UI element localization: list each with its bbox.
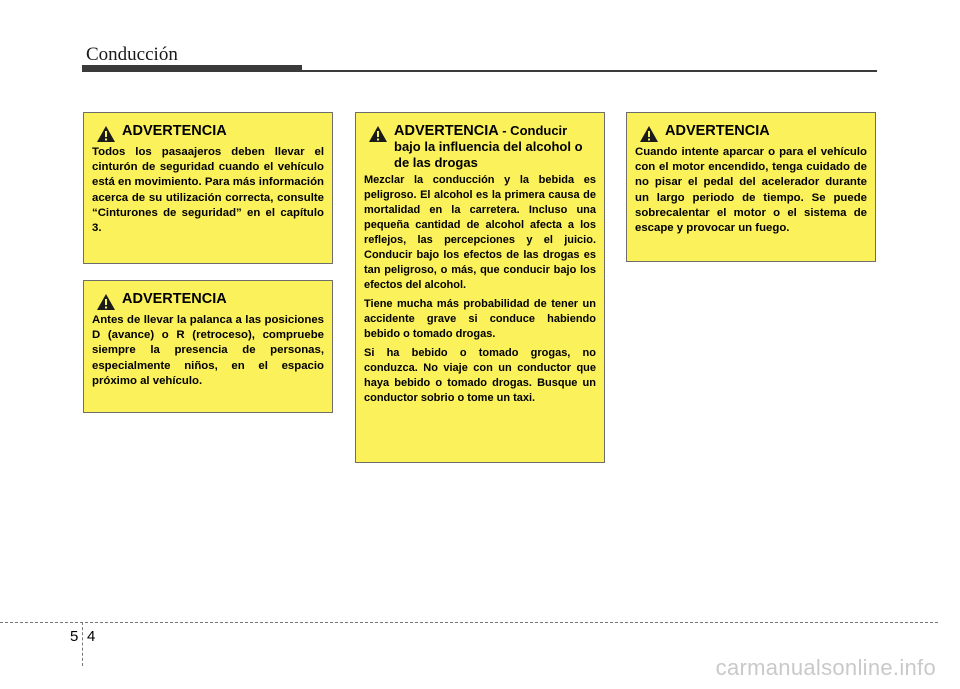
warning-body: Todos los pasaajeros deben llevar el cinturón de seguridad cuando el vehículo está en movimiento. Para más información acerca de su utilización correcta, consulte “Cinturones de seguridad” en el capítulo 3. bbox=[92, 146, 324, 235]
warning-body: Cuando intente aparcar o para el vehículo con el motor encendido, tenga cuidado de no pisar el pedal del acelerador durante un largo periodo de tiempo. Se puede sobrecalentar el motor o el sistema de escape y provocar un fuego. bbox=[635, 146, 867, 235]
footer-dashed-line bbox=[0, 622, 938, 623]
page-header-title: Conducción bbox=[86, 44, 178, 65]
warning-box-gear-lever bbox=[83, 280, 333, 413]
header-bar-thick bbox=[82, 65, 302, 72]
page-number: 4 bbox=[87, 628, 96, 645]
footer-vertical-line bbox=[82, 622, 83, 666]
warning-box-alcohol-drugs bbox=[355, 112, 605, 463]
warning-box-parking-engine bbox=[626, 112, 876, 262]
warning-subtitle: - Conducir bajo la influencia del alcohol o de las drogas bbox=[394, 123, 583, 170]
warning-triangle-icon bbox=[96, 125, 116, 143]
warning-title: ADVERTENCIA bbox=[665, 123, 770, 139]
warning-title: ADVERTENCIA - Conducir bajo la influencia del alcohol o de las drogas bbox=[394, 123, 583, 170]
header-bar-thin bbox=[302, 70, 877, 72]
warning-box-seatbelt bbox=[83, 112, 333, 264]
watermark-bottom: carmanualsonline.info bbox=[715, 655, 936, 680]
warning-body: Antes de llevar la palanca a las posiciones D (avance) o R (retroceso), compruebe siempre la presencia de personas, especialmente niños, en el espacio próximo al vehículo. bbox=[92, 314, 324, 387]
warning-triangle-icon bbox=[96, 293, 116, 311]
warning-body: Mezclar la conducción y la bebida es peligroso. El alcohol es la primera causa de mortalidad en la carretera. Incluso una pequeña cantidad de alcohol afecta a los reflejos, las percepciones y el juicio. Conducir bajo los efectos de las drogas es tan peligroso, o más, que conducir bajo los efectos del alcohol. Tiene mucha más probabilidad de tener un accidente grave si conduce habiendo bebido o tomado drogas. Si ha bebido o tomado grogas, no conduzca. No viaje con un conductor que haya bebido o tomado drogas. Busque un conductor sobrio o tome un taxi. bbox=[364, 174, 596, 404]
warning-title: ADVERTENCIA bbox=[122, 123, 227, 139]
warning-triangle-icon bbox=[639, 125, 659, 143]
chapter-number: 5 bbox=[70, 628, 79, 645]
warning-triangle-icon bbox=[368, 125, 388, 143]
warning-title: ADVERTENCIA bbox=[122, 291, 227, 307]
